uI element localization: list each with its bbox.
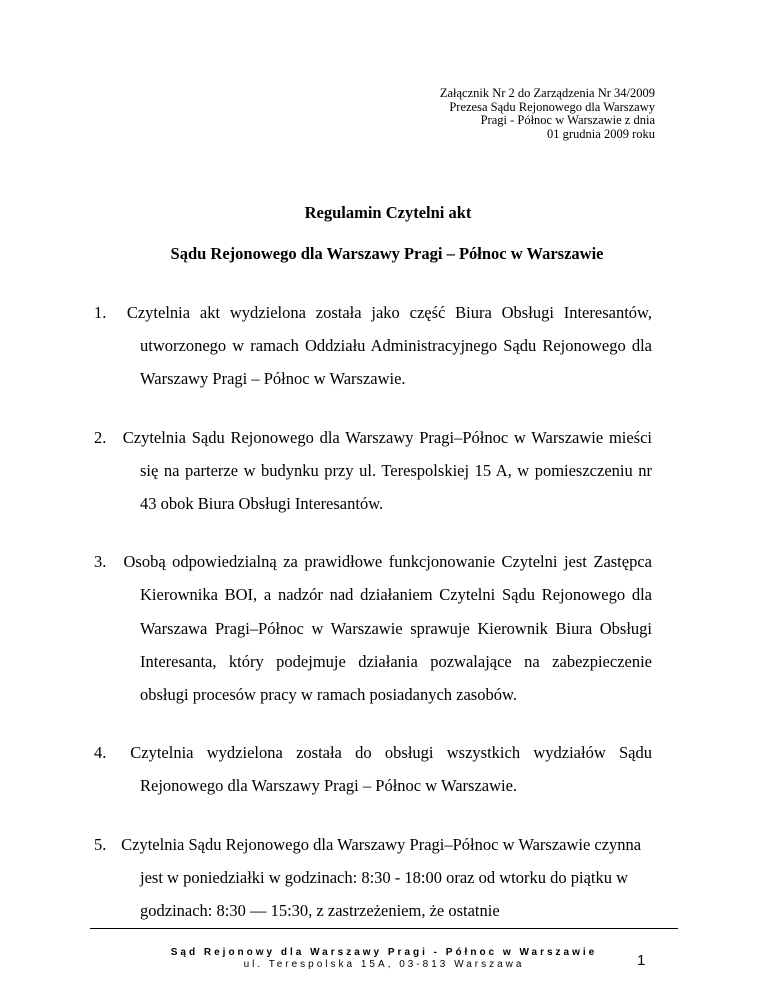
document-title: Regulamin Czytelni akt [304,203,472,222]
list-item: 5. Czytelnia Sądu Rejonowego dla Warszawy Pragi–Północ w Warszawie czynna jest w poniedziałki w godzinach: 8:30 - 18:00 oraz od wtorku do piątku w godzinach: 8:30 — 15:30, z zastrzeżeniem, że ostatnie [94,834,642,921]
item-text: Czytelnia Sądu Rejonowego dla Warszawy Pragi–Północ w Warszawie czynna jest w poniedziałki w godzinach: 8:30 - 18:00 oraz od wtorku do piątku w godzinach: 8:30 — 15:30, z zastrzeżeniem, że ostatnie [121,834,642,921]
footer-address: ul. Terespolska 15A, 03-813 Warszawa [243,959,525,970]
item-text: Czytelnia akt wydzielona została jako część Biura Obsługi Interesantów, utworzonego w ramach Oddziału Administracyjnego Sądu Rejonowego dla Warszawy Pragi – Północ w Warszawie. [126,303,652,389]
item-text: Osobą odpowiedzialną za prawidłowe funkcjonowanie Czytelni jest Zastępca Kierownika BOI, a nadzór nad działaniem Czytelni Sądu Rejonowego dla Warszawa Pragi–Północ w Warszawie sprawuje Kierownik Biura Obsługi Interesanta, który podejmuje działania pozwalające na zabezpieczenie obsługi procesów pracy w ramach posiadanych zasobów. [123,552,652,705]
list-item: 3. Osobą odpowiedzialną za prawidłowe funkcjonowanie Czytelni jest Zastępca Kierownika BOI, a nadzór nad działaniem Czytelni Sądu Rejonowego dla Warszawa Pragi–Północ w Warszawie sprawuje Kierownik Biura Obsługi Interesanta, który podejmuje działania pozwalające na zabezpieczenie obsługi procesów pracy w ramach posiadanych zasobów. [94,552,652,705]
annex-header [440,87,655,141]
footer-divider [90,928,678,929]
list-item: 4. Czytelnia wydzielona została do obsługi wszystkich wydziałów Sądu Rejonowego dla Warszawy Pragi – Północ w Warszawie. [94,743,653,796]
annex-line-3: Pragi - Północ w Warszawie z dnia [480,113,655,127]
annex-line-1: Załącznik Nr 2 do Zarządzenia Nr 34/2009 [439,86,655,100]
item-text: Czytelnia wydzielona została do obsługi wszystkich wydziałów Sądu Rejonowego dla Warszawy Pragi – Północ w Warszawie. [130,743,653,796]
footer-court-name: Sąd Rejonowy dla Warszawy Pragi - Północ w Warszawie [170,947,598,958]
page-number: 1 [637,952,646,969]
list-item: 1. Czytelnia akt wydzielona została jako część Biura Obsługi Interesantów, utworzonego w ramach Oddziału Administracyjnego Sądu Rejonowego dla Warszawy Pragi – Północ w Warszawie. [94,303,652,389]
regulation-list [94,296,653,952]
annex-line-2: Prezesa Sądu Rejonowego dla Warszawy [449,99,655,114]
document-subtitle: Sądu Rejonowego dla Warszawy Pragi – Północ w Warszawie [170,244,604,263]
list-item: 2. Czytelnia Sądu Rejonowego dla Warszawy Pragi–Północ w Warszawie mieści się na parterze w budynku przy ul. Terespolskiej 15 A, w pomieszczeniu nr 43 obok Biura Obsługi Interesantów. [94,427,653,514]
annex-line-4: 01 grudnia 2009 roku [547,126,655,141]
item-text: Czytelnia Sądu Rejonowego dla Warszawy Pragi–Północ w Warszawie mieści się na parterze w budynku przy ul. Terespolskiej 15 A, w pomieszczeniu nr 43 obok Biura Obsługi Interesantów. [122,427,653,514]
